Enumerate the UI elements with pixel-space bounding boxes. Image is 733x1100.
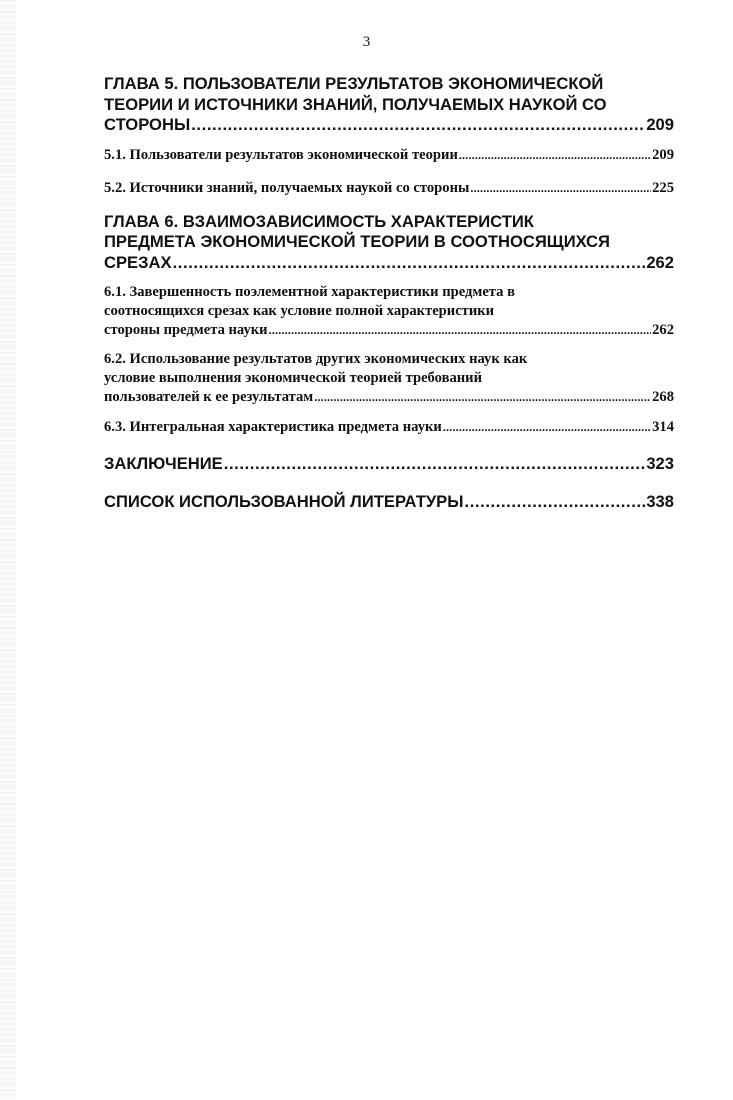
toc-line: ПРЕДМЕТА ЭКОНОМИЧЕСКОЙ ТЕОРИИ В СООТНОСЯЩИХСЯ bbox=[104, 232, 610, 251]
toc-chapter-5[interactable] bbox=[104, 74, 674, 136]
toc-section-6-3[interactable] bbox=[104, 418, 674, 437]
toc-entry-last-line bbox=[104, 388, 674, 407]
toc-leader-dots bbox=[314, 388, 651, 407]
toc-leader-dots bbox=[470, 179, 651, 198]
toc-line: ТЕОРИИ И ИСТОЧНИКИ ЗНАНИЙ, ПОЛУЧАЕМЫХ НАУКОЙ СО bbox=[104, 94, 607, 114]
toc-section-5-1[interactable] bbox=[104, 146, 674, 165]
toc-page-ref: 209 bbox=[646, 115, 674, 134]
page-number: 3 bbox=[362, 34, 371, 50]
toc-entry-title: ЗАКЛЮЧЕНИЕ bbox=[104, 454, 223, 473]
toc-entry-last-line bbox=[104, 179, 674, 198]
toc-page-ref: 262 bbox=[646, 252, 674, 272]
toc-entry-last-line bbox=[104, 454, 674, 475]
toc-entry-title: 6.3. Интегральная характеристика предмета науки bbox=[104, 419, 442, 435]
toc-page-ref: 338 bbox=[646, 491, 674, 511]
toc-entry-title: 5.1. Пользователи результатов экономической теории bbox=[104, 146, 458, 163]
toc-section-5-2[interactable] bbox=[104, 179, 674, 198]
toc-line: условие выполнения экономической теорией требований bbox=[104, 370, 482, 386]
toc-leader-dots bbox=[459, 146, 651, 165]
toc-entry-title: СРЕЗАХ bbox=[104, 252, 172, 272]
table-of-contents bbox=[104, 74, 674, 512]
toc-leader-dots bbox=[269, 321, 652, 340]
toc-page-ref: 262 bbox=[652, 322, 674, 338]
toc-section-6-2[interactable] bbox=[104, 350, 674, 407]
toc-entry-last-line bbox=[104, 115, 674, 136]
toc-line: ГЛАВА 5. ПОЛЬЗОВАТЕЛИ РЕЗУЛЬТАТОВ ЭКОНОМИЧЕСКОЙ bbox=[104, 74, 604, 93]
toc-chapter-6[interactable] bbox=[104, 212, 674, 274]
toc-entry-last-line bbox=[104, 146, 674, 165]
toc-entry-title: пользователей к ее результатам bbox=[104, 389, 314, 405]
toc-leader-dots bbox=[443, 418, 651, 437]
toc-leader-dots bbox=[465, 492, 646, 513]
toc-literature[interactable] bbox=[104, 492, 674, 513]
toc-entry-title: СПИСОК ИСПОЛЬЗОВАННОЙ ЛИТЕРАТУРЫ bbox=[104, 491, 464, 511]
toc-line: ГЛАВА 6. ВЗАИМОЗАВИСИМОСТЬ ХАРАКТЕРИСТИК bbox=[104, 211, 534, 231]
toc-entry-last-line bbox=[104, 418, 674, 437]
toc-leader-dots bbox=[191, 115, 645, 136]
toc-entry-last-line bbox=[104, 321, 674, 340]
toc-leader-dots bbox=[173, 253, 646, 274]
toc-line: 6.2. Использование результатов других экономических наук как bbox=[104, 351, 528, 367]
toc-line: соотносящихся срезах как условие полной характеристики bbox=[104, 303, 495, 319]
toc-page-ref: 209 bbox=[652, 146, 674, 163]
toc-leader-dots bbox=[224, 454, 646, 475]
toc-page-ref: 323 bbox=[646, 454, 674, 473]
toc-section-6-1[interactable] bbox=[104, 283, 674, 340]
scan-edge-artifact bbox=[0, 0, 16, 1100]
toc-entry-title: СТОРОНЫ bbox=[104, 115, 191, 134]
toc-entry-last-line bbox=[104, 253, 674, 274]
toc-page-ref: 314 bbox=[652, 419, 674, 435]
toc-entry-title: 5.2. Источники знаний, получаемых наукой со стороны bbox=[104, 179, 470, 196]
toc-page-ref: 225 bbox=[652, 179, 674, 196]
toc-entry-title: стороны предмета науки bbox=[104, 322, 268, 338]
toc-entry-last-line bbox=[104, 492, 674, 513]
toc-line: 6.1. Завершенность поэлементной характеристики предмета в bbox=[104, 284, 515, 300]
toc-conclusion[interactable] bbox=[104, 454, 674, 475]
toc-page-ref: 268 bbox=[652, 389, 674, 405]
